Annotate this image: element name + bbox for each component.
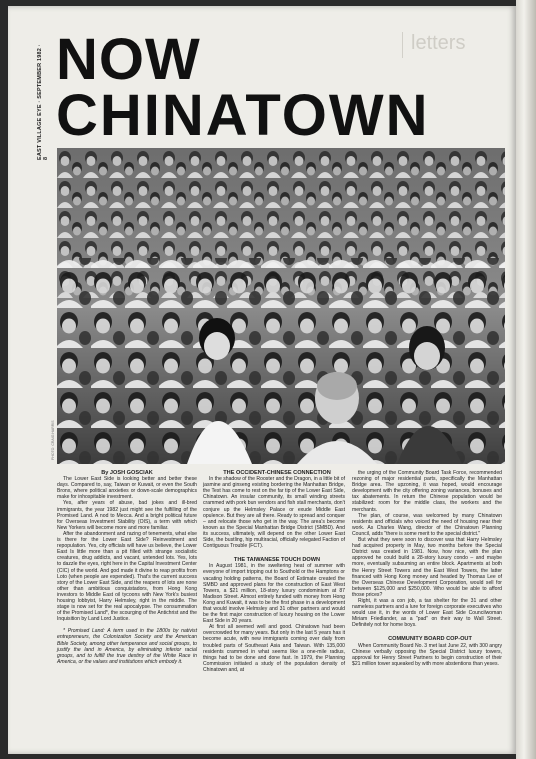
byline: By JOSH GOSCIAK: [101, 470, 153, 476]
paragraph: But what they were soon to discover was that Harry Helmsley had acquired property in May, two months before the Special District was created in 1981. Now, how nice, with the plan approved he could build a 28-story luxury condo – and maybe more, eventually subsuming an entire block. Apartments at both the Henry Street Towers and the East West Towers, the latter financed with Hong Kong money and headed by Thomas Lee of the Overseas Chinese Development Corporation, would sell for between $125,000 and $250,000. Who would be able to afford those prices?: [352, 537, 502, 598]
issue-sideline: EAST VILLAGE EYE · SEPTEMBER 1982 · 8: [37, 44, 49, 160]
crowd-photo: [57, 148, 505, 464]
paragraph: the urging of the Community Board Task Force, recommended rezoning of major residential parts, specifically the Manhattan Bridge area. The upzoning, it was hoped, would encourage development with the city offering zoning variances, bonuses and tax abatements. In return the Chinese population would be stabilized: room for the middle class, the workers and the merchants.: [352, 470, 502, 513]
binding-gutter: [516, 0, 536, 759]
headline-line-1: NOW: [56, 27, 201, 92]
paragraph: At first all seemed well and good. Chinatown had been overcrowded for many years. But only in the last 5 years has it become acute, with new immigrants coming over daily from troubled parts of Southeast Asia and Taiwan. With 135,000 residents crammed in what seems like a one-mile radius, things had to be done and done fast. In 1979, the Planning Commission initiated a study of the population density of Chinatown and, at: [203, 624, 345, 673]
headline-line-2: CHINATOWN: [56, 83, 430, 149]
article-column-3: [352, 470, 502, 667]
paragraph: The Lower East Side is looking better and better these days. Compared to, say, Taiwan or Kuwait, or even the South Bronx, where political anxieties or down-scale demographics make for inhospitable investment.: [57, 476, 197, 501]
paragraph: Yes, after years of abuse, bad jokes and ill-bred immigrants, the year 1982 just might see the fulfilling of the Promised Land. A nod to Mecca. And a bright political future for Overseas Investment Stability (OIS), a term with which New Yorkers will become more and more familiar.: [57, 500, 197, 531]
section-heading: THE OCCIDENT-CHINESE CONNECTION: [223, 470, 331, 476]
paragraph: Right, it was a con job, a tax shelter for the 31 and other nameless partners and a lure for foreign corporate executives who would use it, in the words of Lower East Side Councilwoman Miriam Friedlander, as a "pad" on their way to Wall Street. Definitely not for home boys.: [352, 597, 502, 629]
section-heading: COMMUNITY BOARD COP-OUT: [388, 636, 472, 643]
article-column-1: [57, 470, 197, 665]
bleed-through-text: letters: [402, 32, 521, 58]
paragraph: When Community Board No. 3 met last June 22, with 300 angry Chinese verbally opposing the Special District luxury towers, approval for Henry Street Partners to begin construction of their $21 million tower squeaked by with more abstentions than yeses.: [352, 642, 502, 667]
paragraph: The plan, of course, was welcomed by many Chinatown residents and officials who voiced the need of housing near their work. As Charles Wang, director of the Chinatown Planning Council, adds "there is some merit to the special district.": [352, 512, 502, 537]
crowd-photo-icon: [57, 148, 505, 464]
paragraph: In the shadow of the Rooster and the Dragon, in a little bit of jasmine and ginseng existing bordering the Manhattan Bridge, the Test has come to rest on the far tip of the Lower East Side, Chinatown. An insular community, its small winding streets crammed with pork bun vendors and fish stall merchants, don't conjure up the Helmsley Palace or exude Middle East opulence. But they are all there. Ready to spread and conquer – and relocate those who get in the way. The area's become known as the Special Manhattan Bridge District (SMBD). And its success, ultimately, will depend on the other Lower East Side, the bustling, hip multiracial, officially relegated Faction of Contiguous Trouble (FCT).: [203, 476, 345, 550]
photo-credit: PHOTO: CRAIG HARRIS: [51, 420, 55, 460]
section-heading: THE TAIWANESE TOUCH DOWN: [233, 557, 321, 564]
headline: [56, 27, 430, 149]
paragraph: After the abandonment and razing of tenements, what else is there for the Lower East Side? Reinvestment and repopulation. Yes, city officials will have us believe, the Lower East Is little more than a pit filled with strange socialistic creatures, drug addicts, and vacant, untended lots. Yes, lots to dazzle the eyes, right here in the Capital Investment Center (CIC) of the world. And god made it divine to reap profits from Loto (when people are expended). That's the current success story of the Lower East Side, and the reapers of lots are none other than ambitious conquistadors, from Hong Kong investors to Middle East oil tycoons with New York's busiest housing lobbyist, Harry Helmsley, right in the middle. The stage is now set for the real apocalypse. The consummation of the Promised Land*, the scourging of the Antichrist and the Inquisition by Land Lord Justice.: [57, 530, 197, 623]
paragraph: In August 1981, in the sweltering heat of summer with everyone of import tripping out to Southold or the Hamptons or vacating holding patterns, the Board of Estimate created the SMBD and approved plans for the construction of East West Towers, a $21 million, 18-story luxury condominium at 87 Madison Street. Almost entirely funded with money from Hong Kong and Kuwait, it was to be the first phase in a development that would involve Helmsley and 31 other partners and would be the first major construction of luxury housing on the Lower East Side in 20 years.: [203, 563, 345, 625]
footnote: * Promised Land: A term used in the 1800s by nativist entrepreneurs, the Colonization Society and the American Bible Society, among other temperance and social groups, to justify the land in America, by eliminating inferior racial groups, and to fulfill the true destiny of the White Race in America, or the values and institutions which embody it.: [57, 628, 197, 665]
article-column-2: [203, 470, 345, 673]
